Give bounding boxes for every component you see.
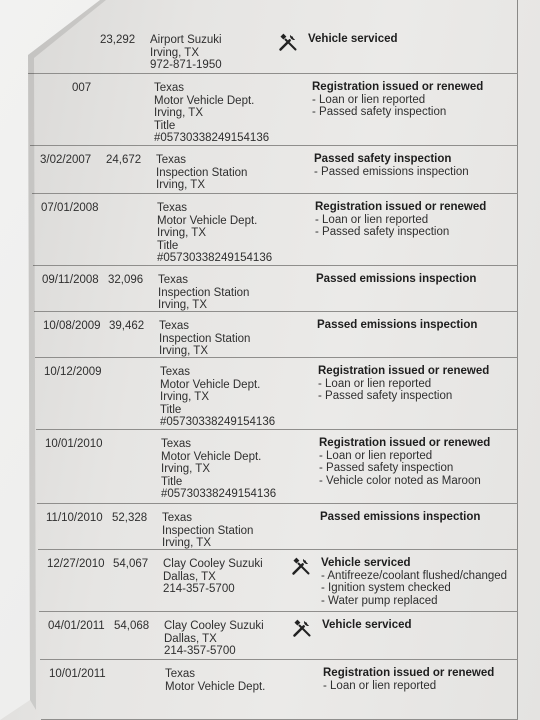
- event-detail-item: - Loan or lien reported: [323, 680, 494, 693]
- source-line: Texas: [159, 320, 190, 332]
- source-line: Irving, TX: [160, 391, 209, 403]
- wrench-screwdriver-icon: [278, 32, 298, 52]
- event-detail-item: - Passed safety inspection: [312, 106, 483, 119]
- source-line: Texas: [156, 154, 187, 166]
- source-line: Irving, TX: [161, 463, 210, 475]
- source-line: 214-357-5700: [164, 645, 236, 657]
- event-title: Registration issued or renewed: [312, 81, 484, 93]
- record-source: [163, 558, 263, 596]
- record-source: [157, 202, 272, 265]
- record-date: 12/27/2010: [47, 558, 105, 570]
- record-date: 007: [72, 82, 92, 94]
- table-row: [41, 660, 518, 720]
- record-details: [321, 557, 507, 607]
- record-source: [162, 512, 253, 550]
- record-details: [320, 511, 480, 524]
- record-odometer: 52,328: [112, 512, 148, 524]
- event-detail-item: - Passed safety inspection: [319, 462, 490, 475]
- source-line: #05730338249154136: [157, 252, 273, 264]
- record-date: 3/02/2007: [40, 154, 92, 166]
- source-line: Motor Vehicle Dept.: [165, 680, 266, 693]
- wrench-screwdriver-icon: [292, 618, 312, 638]
- event-detail-item: - Loan or lien reported: [315, 214, 486, 227]
- source-line: Irving, TX: [158, 299, 207, 311]
- event-title: Passed emissions inspection: [317, 319, 478, 331]
- source-line: Title: [154, 119, 176, 132]
- source-line: Inspection Station: [159, 332, 251, 345]
- source-line: Title: [161, 475, 183, 488]
- event-title: Registration issued or renewed: [318, 365, 490, 377]
- table-row: [38, 504, 518, 550]
- record-odometer: 23,292: [100, 34, 136, 46]
- record-odometer: 32,096: [108, 274, 144, 286]
- source-line: Title: [157, 239, 179, 252]
- table-row: [26, 26, 518, 74]
- source-line: Irving, TX: [156, 179, 205, 191]
- record-details: [315, 201, 486, 239]
- event-detail-item: - Passed safety inspection: [318, 390, 489, 403]
- wrench-screwdriver-icon: [291, 556, 311, 576]
- event-title: Vehicle serviced: [321, 557, 411, 569]
- source-line: #05730338249154136: [154, 132, 270, 144]
- table-row: [40, 612, 518, 660]
- source-line: Dallas, TX: [164, 632, 217, 645]
- table-row: [32, 146, 518, 194]
- source-line: 214-357-5700: [163, 583, 235, 595]
- source-line: Clay Cooley Suzuki: [163, 558, 263, 570]
- record-source: [160, 366, 275, 429]
- record-source: [154, 82, 269, 145]
- record-date: 11/10/2010: [46, 512, 103, 524]
- source-line: Texas: [158, 274, 189, 286]
- source-line: Irving, TX: [159, 345, 208, 357]
- record-odometer: 54,067: [113, 558, 149, 570]
- record-details: [312, 81, 483, 119]
- record-date: 10/01/2010: [45, 438, 103, 450]
- source-line: Irving, TX: [157, 227, 206, 239]
- event-title: Passed emissions inspection: [320, 511, 481, 523]
- record-details: [314, 153, 469, 178]
- source-line: Texas: [157, 202, 188, 214]
- source-line: Motor Vehicle Dept.: [154, 94, 255, 107]
- record-details: [316, 273, 476, 286]
- source-line: Texas: [161, 438, 192, 450]
- record-source: [156, 154, 247, 192]
- event-title: Passed emissions inspection: [316, 273, 477, 285]
- record-details: [319, 437, 490, 487]
- event-title: Vehicle serviced: [322, 619, 412, 631]
- record-details: [318, 365, 489, 403]
- event-detail-item: - Vehicle color noted as Maroon: [319, 475, 490, 488]
- source-line: Dallas, TX: [163, 570, 216, 583]
- record-date: 09/11/2008: [42, 274, 99, 286]
- source-line: Texas: [154, 82, 185, 94]
- event-detail-item: - Passed emissions inspection: [314, 166, 469, 179]
- record-source: [164, 620, 264, 658]
- source-line: #05730338249154136: [161, 488, 277, 500]
- table-row: [39, 550, 518, 612]
- source-line: 972-871-1950: [150, 59, 222, 71]
- source-line: Inspection Station: [156, 166, 248, 179]
- event-detail-item: - Loan or lien reported: [312, 94, 483, 107]
- source-line: Irving, TX: [154, 107, 203, 119]
- record-date: 07/01/2008: [41, 202, 99, 214]
- record-details: [308, 33, 398, 46]
- record-details: [323, 667, 494, 692]
- event-detail-item: - Loan or lien reported: [319, 450, 490, 463]
- record-date: 04/01/2011: [48, 620, 105, 632]
- record-source: [159, 320, 250, 358]
- source-line: Motor Vehicle Dept.: [157, 214, 258, 227]
- table-row: [37, 430, 518, 504]
- table-row: [30, 74, 518, 146]
- source-line: Texas: [160, 366, 191, 378]
- event-title: Registration issued or renewed: [315, 201, 487, 213]
- source-line: Irving, TX: [150, 46, 199, 59]
- event-title: Passed safety inspection: [314, 153, 452, 165]
- table-row: [34, 266, 518, 312]
- event-detail-item: - Loan or lien reported: [318, 378, 489, 391]
- source-line: Texas: [165, 668, 196, 680]
- event-detail-item: - Passed safety inspection: [315, 226, 486, 239]
- source-line: #05730338249154136: [160, 416, 276, 428]
- source-line: Texas: [162, 512, 193, 524]
- table-row: [36, 358, 518, 430]
- table-row: [35, 312, 518, 358]
- table-row: [33, 194, 518, 266]
- source-line: Motor Vehicle Dept.: [160, 378, 261, 391]
- source-line: Inspection Station: [158, 286, 250, 299]
- event-detail-item: - Ignition system checked: [321, 582, 507, 595]
- record-source: [158, 274, 249, 312]
- event-detail-item: - Water pump replaced: [321, 595, 507, 608]
- record-source: [161, 438, 276, 501]
- record-source: [165, 668, 265, 693]
- source-line: Motor Vehicle Dept.: [161, 450, 262, 463]
- source-line: Inspection Station: [162, 524, 254, 537]
- record-details: [317, 319, 477, 332]
- event-detail-item: - Antifreeze/coolant flushed/changed: [321, 570, 507, 583]
- event-title: Vehicle serviced: [308, 33, 398, 45]
- event-title: Registration issued or renewed: [323, 667, 495, 679]
- record-date: 10/08/2009: [43, 320, 101, 332]
- record-odometer: 54,068: [114, 620, 150, 632]
- source-line: Title: [160, 403, 182, 416]
- event-title: Registration issued or renewed: [319, 437, 491, 449]
- record-details: [322, 619, 412, 632]
- record-odometer: 39,462: [109, 320, 145, 332]
- record-source: [150, 34, 222, 72]
- source-line: Irving, TX: [162, 537, 211, 549]
- record-date: 10/12/2009: [44, 366, 102, 378]
- record-date: 10/01/2011: [49, 668, 106, 680]
- source-line: Clay Cooley Suzuki: [164, 620, 264, 632]
- record-odometer: 24,672: [106, 154, 142, 166]
- source-line: Airport Suzuki: [150, 34, 222, 46]
